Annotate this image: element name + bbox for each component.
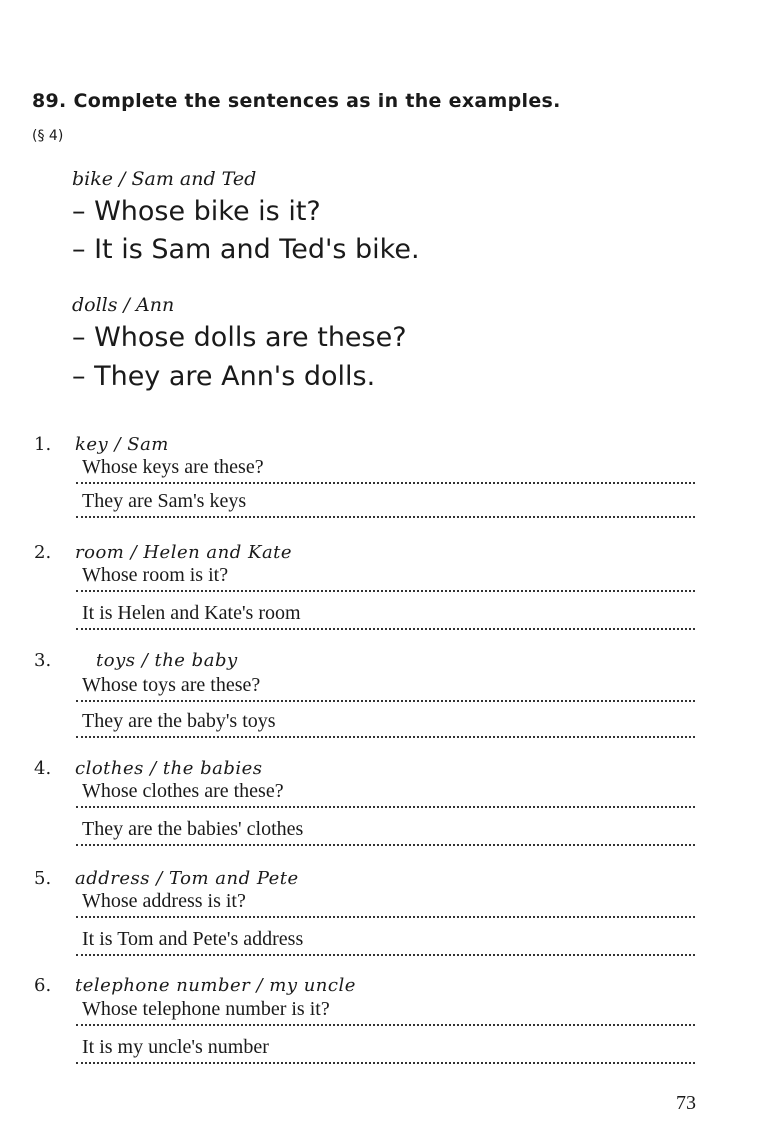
- item-2-number: 2.: [34, 542, 52, 563]
- example-1-question: – Whose bike is it?: [72, 196, 321, 227]
- example-2-question: – Whose dolls are these?: [72, 322, 407, 353]
- item-1-answer-field[interactable]: [76, 490, 695, 518]
- item-1-question: Whose keys are these?: [82, 456, 264, 478]
- grammar-reference: (§ 4): [32, 128, 64, 144]
- item-4-prompt: clothes / the babies: [75, 758, 263, 779]
- item-2-prompt: room / Helen and Kate: [75, 542, 293, 563]
- item-2-question: Whose room is it?: [82, 564, 229, 586]
- item-4-question-field[interactable]: [76, 780, 695, 808]
- item-5-answer-field[interactable]: [76, 928, 695, 956]
- item-6-question-field[interactable]: [76, 998, 695, 1026]
- item-1-answer: They are Sam's keys: [82, 490, 247, 512]
- example-2-prompt: dolls / Ann: [72, 294, 175, 316]
- item-3-number: 3.: [34, 650, 52, 671]
- item-6-answer-field[interactable]: [76, 1036, 695, 1064]
- example-2-answer: – They are Ann's dolls.: [72, 361, 376, 392]
- item-4-answer-field[interactable]: [76, 818, 695, 846]
- item-5-prompt: address / Tom and Pete: [75, 868, 299, 889]
- item-3-question-field[interactable]: [76, 674, 695, 702]
- item-1-question-field[interactable]: [76, 456, 695, 484]
- item-4-answer: They are the babies' clothes: [82, 818, 304, 840]
- item-4-question: Whose clothes are these?: [82, 780, 284, 802]
- item-5-question-field[interactable]: [76, 890, 695, 918]
- item-5-answer: It is Tom and Pete's address: [82, 928, 304, 950]
- item-3-prompt: toys / the baby: [96, 650, 238, 671]
- item-4-number: 4.: [34, 758, 52, 779]
- item-3-answer-field[interactable]: [76, 710, 695, 738]
- item-6-number: 6.: [34, 975, 52, 996]
- item-5-number: 5.: [34, 868, 52, 889]
- item-2-question-field[interactable]: [76, 564, 695, 592]
- exercise-title: 89. Complete the sentences as in the examples.: [32, 90, 561, 112]
- item-5-question: Whose address is it?: [82, 890, 246, 912]
- item-1-number: 1.: [34, 434, 52, 455]
- example-1-answer: – It is Sam and Ted's bike.: [72, 234, 420, 265]
- item-6-prompt: telephone number / my uncle: [75, 975, 356, 996]
- item-6-question: Whose telephone number is it?: [82, 998, 330, 1020]
- item-3-answer: They are the baby's toys: [82, 710, 276, 732]
- example-1-prompt: bike / Sam and Ted: [72, 168, 257, 190]
- item-2-answer-field[interactable]: [76, 602, 695, 630]
- item-3-question: Whose toys are these?: [82, 674, 261, 696]
- item-1-prompt: key / Sam: [75, 434, 169, 455]
- item-2-answer: It is Helen and Kate's room: [82, 602, 301, 624]
- page-number: 73: [676, 1092, 696, 1114]
- item-6-answer: It is my uncle's number: [82, 1036, 269, 1058]
